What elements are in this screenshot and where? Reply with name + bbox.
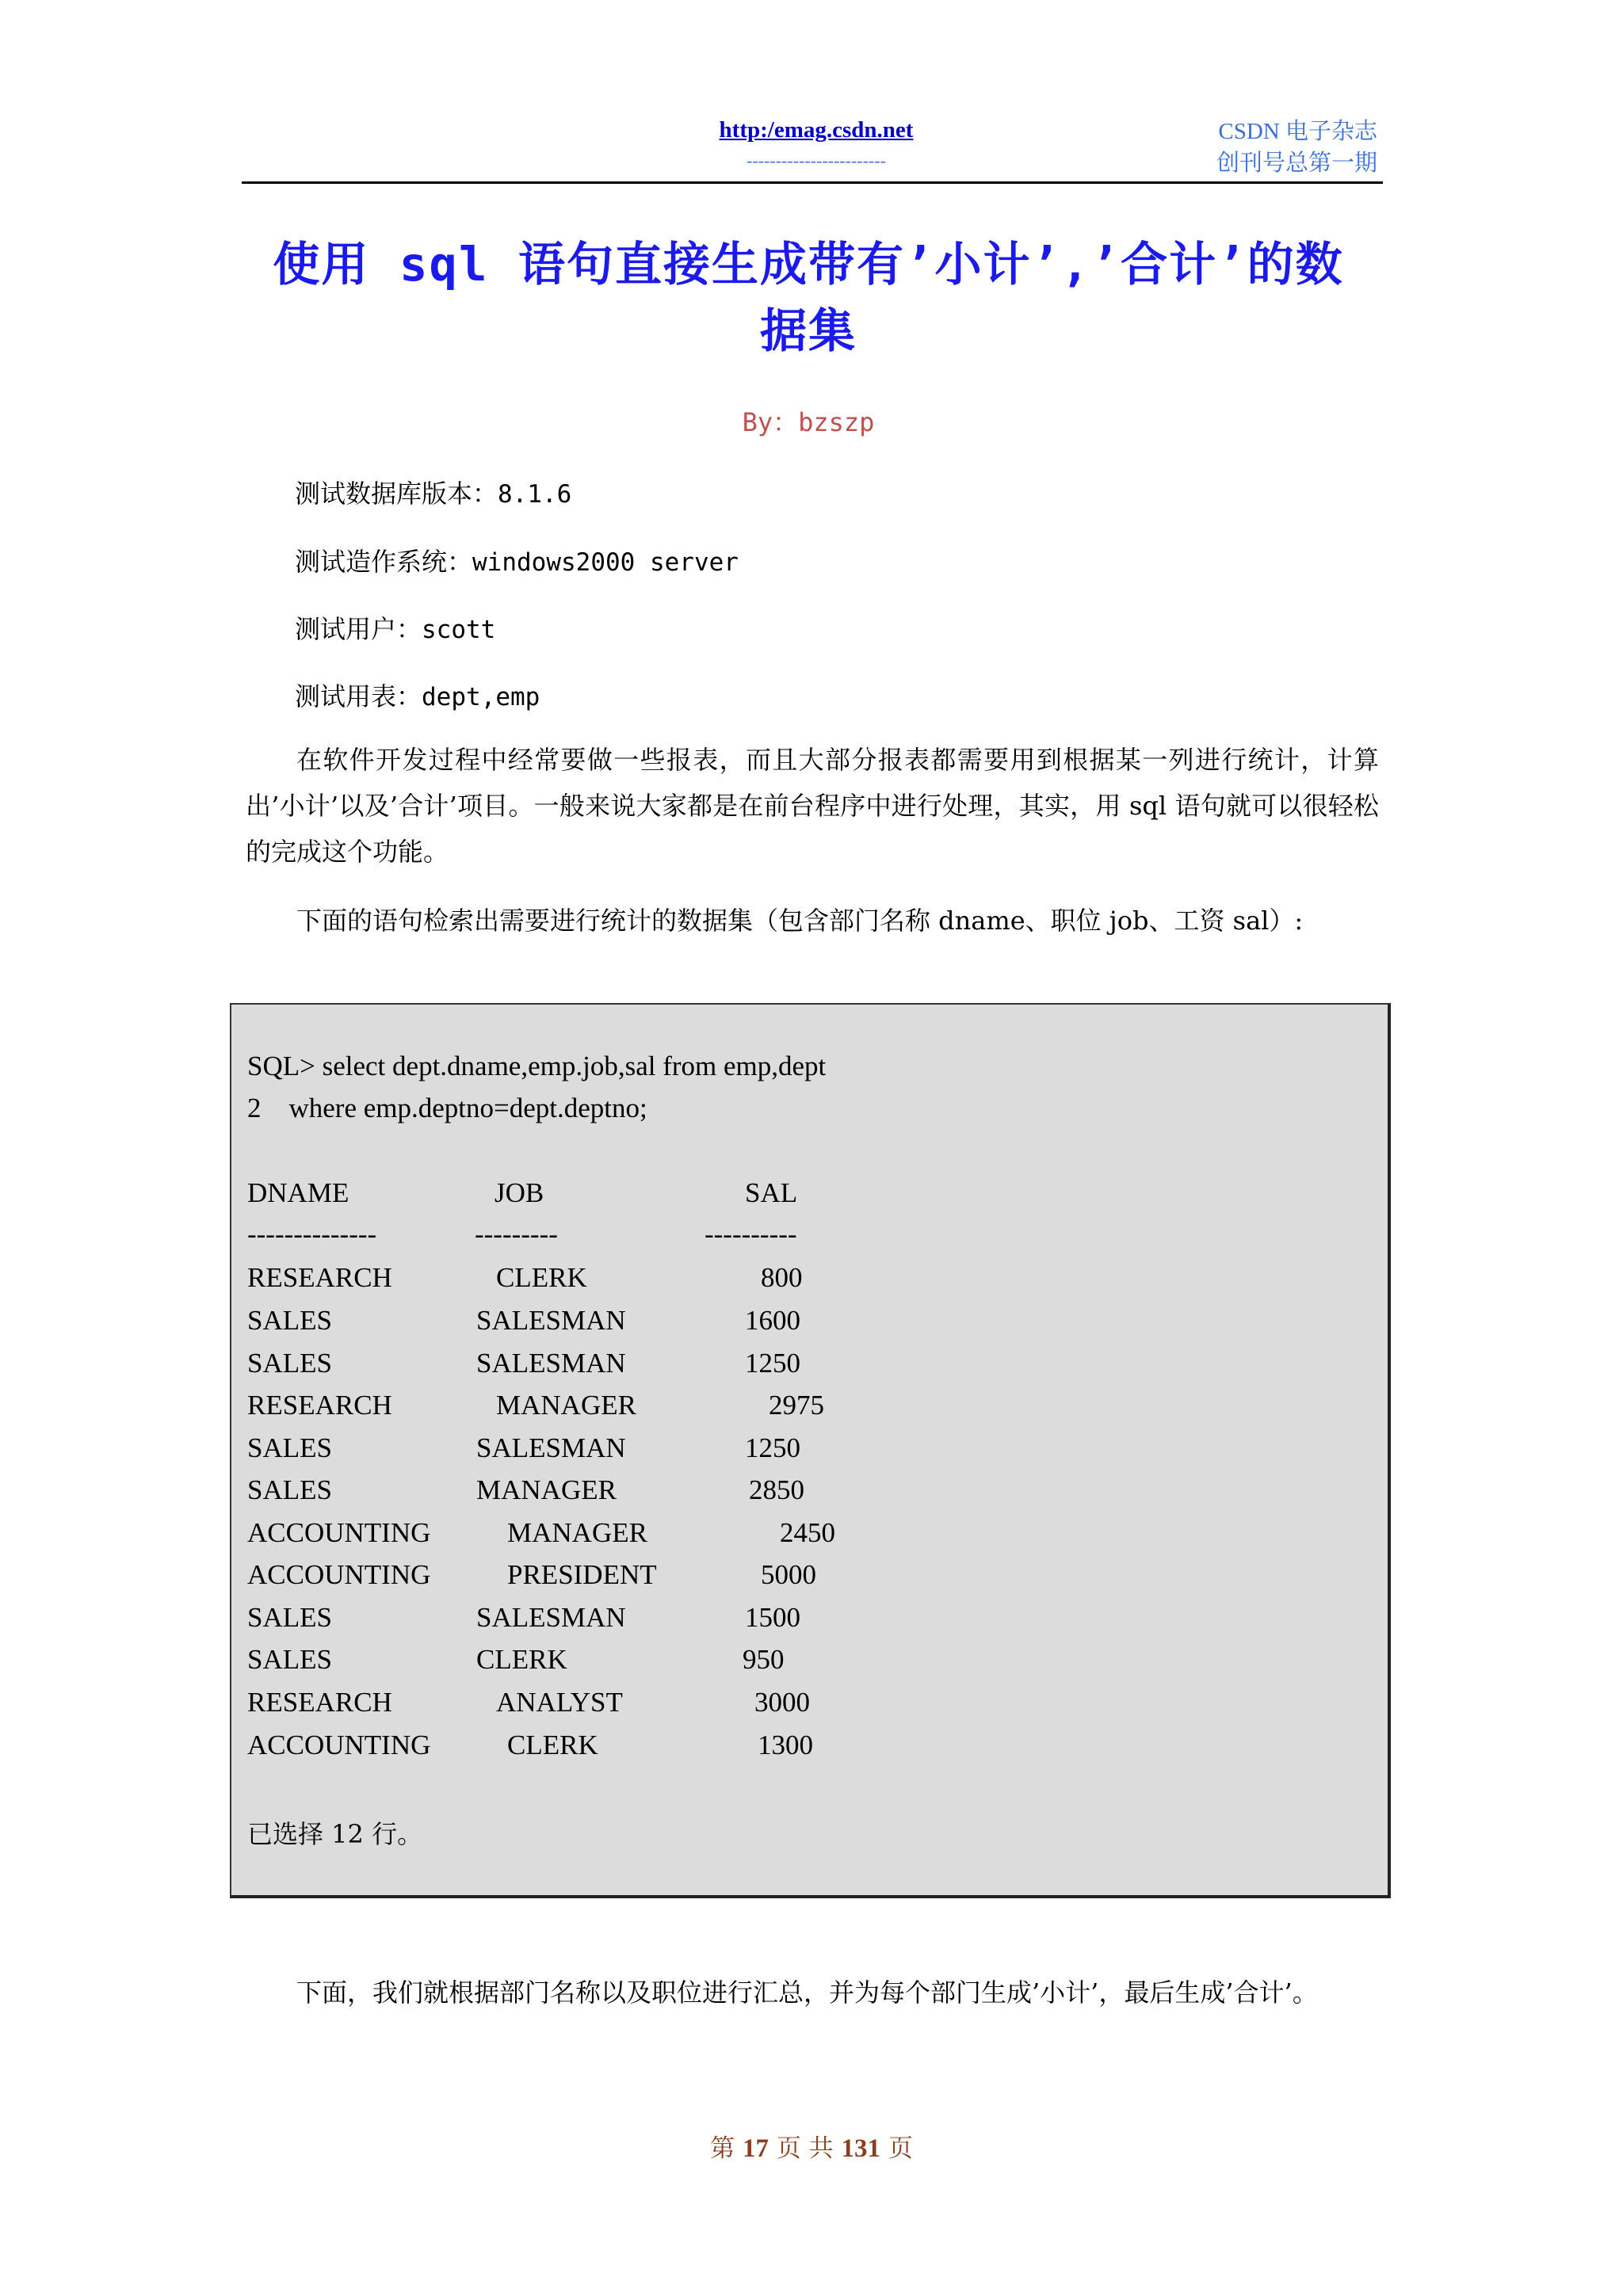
separator-job: ---------: [475, 1219, 558, 1249]
info-db-version: [295, 474, 571, 510]
table-row-dname: ACCOUNTING: [247, 1559, 431, 1590]
footer-prefix: 第: [710, 2134, 735, 2163]
table-row-job: CLERK: [496, 1262, 587, 1293]
title-line-2: 据集: [759, 303, 857, 358]
table-row-dname: RESEARCH: [247, 1262, 392, 1293]
page-footer: [0, 2128, 1623, 2164]
intro-paragraph: 在软件开发过程中经常要做一些报表，而且大部分报表都需要用到根据某一列进行统计，计算出’小计’以及’合计’项目。一般来说大家都是在前台程序中进行处理，其实，用 sql 语句就可以很轻松的完成这个功能。: [246, 745, 1379, 867]
title-line-1: 使用 sql 语句直接生成带有’小计’,’合计’的数: [273, 237, 1344, 292]
header-magazine-info: [1216, 116, 1377, 179]
table-row-job: MANAGER: [496, 1390, 636, 1421]
table-row-dname: SALES: [247, 1432, 332, 1463]
table-row-dname: SALES: [247, 1602, 332, 1633]
magazine-name: CSDN 电子杂志: [1218, 119, 1377, 144]
table-row-sal: 1250: [745, 1432, 800, 1463]
table-row-sal: 950: [743, 1644, 785, 1675]
info-user: [295, 609, 495, 646]
rows-selected-message: 已选择 12 行。: [247, 1819, 423, 1849]
closing-paragraph: 下面，我们就根据部门名称以及职位进行汇总，并为每个部门生成’小计’，最后生成’合计’。: [296, 1978, 1318, 2008]
table-row-job: SALESMAN: [476, 1602, 626, 1633]
current-page-number: 17: [742, 2134, 769, 2163]
info-value: windows2000 server: [472, 548, 739, 577]
table-row-job: ANALYST: [496, 1687, 623, 1718]
sql-query-line-2: 2 where emp.deptno=dept.deptno;: [247, 1093, 647, 1123]
table-row-job: SALESMAN: [476, 1348, 626, 1379]
info-label: 测试造作系统：: [295, 547, 473, 577]
table-row-sal: 5000: [761, 1559, 816, 1590]
lead-paragraph: 下面的语句检索出需要进行统计的数据集（包含部门名称 dname、职位 job、工资 sal）:: [296, 906, 1304, 936]
table-row-dname: SALES: [247, 1348, 332, 1379]
table-row-dname: SALES: [247, 1474, 332, 1505]
table-row-sal: 2975: [769, 1390, 824, 1421]
info-label: 测试数据库版本：: [295, 479, 498, 509]
column-header-job: JOB: [495, 1177, 544, 1208]
table-row-dname: RESEARCH: [247, 1390, 392, 1421]
info-label: 测试用户：: [295, 614, 422, 644]
table-row-job: SALESMAN: [476, 1305, 626, 1336]
table-row-dname: SALES: [247, 1305, 332, 1336]
table-row-sal: 800: [761, 1262, 803, 1293]
table-row-dname: SALES: [247, 1644, 332, 1675]
table-row-sal: 1500: [745, 1602, 800, 1633]
column-header-sal: SAL: [745, 1177, 798, 1208]
table-row-dname: RESEARCH: [247, 1687, 392, 1718]
info-value: dept,emp: [422, 683, 540, 711]
footer-suffix: 页: [888, 2134, 913, 2163]
sql-output-box: [230, 1003, 1391, 1898]
total-page-count: 131: [841, 2134, 881, 2163]
table-row-job: MANAGER: [507, 1517, 647, 1548]
table-row-sal: 3000: [754, 1687, 810, 1718]
table-row-job: SALESMAN: [476, 1432, 626, 1463]
issue-label: 创刊号总第一期: [1216, 151, 1377, 176]
table-row-sal: 1300: [758, 1730, 813, 1760]
header-rule: [242, 181, 1383, 184]
table-row-job: PRESIDENT: [507, 1559, 657, 1590]
info-label: 测试用表：: [295, 681, 422, 711]
table-row-sal: 1600: [745, 1305, 800, 1336]
table-row-sal: 2850: [749, 1474, 804, 1505]
info-value: 8.1.6: [498, 480, 572, 509]
table-row-sal: 1250: [745, 1348, 800, 1379]
header-dash-line: ------------------------: [747, 151, 886, 170]
table-row-dname: ACCOUNTING: [247, 1517, 431, 1548]
info-os: [295, 542, 739, 578]
article-title: [238, 231, 1379, 364]
table-row-job: CLERK: [507, 1730, 598, 1760]
info-tables: [295, 677, 540, 713]
sql-query-line-1: SQL> select dept.dname,emp.job,sal from emp,dept: [247, 1051, 827, 1081]
byline: By：bzszp: [742, 407, 875, 437]
footer-mid: 页 共: [776, 2134, 834, 2163]
header-link[interactable]: http:/emag.csdn.net: [719, 117, 914, 143]
table-row-job: MANAGER: [476, 1474, 617, 1505]
info-value: scott: [422, 616, 496, 644]
separator-sal: ----------: [705, 1219, 797, 1249]
column-header-dname: DNAME: [247, 1177, 349, 1208]
separator-dname: --------------: [247, 1219, 377, 1249]
table-row-dname: ACCOUNTING: [247, 1730, 431, 1760]
table-row-sal: 2450: [780, 1517, 835, 1548]
table-row-job: CLERK: [476, 1644, 567, 1675]
